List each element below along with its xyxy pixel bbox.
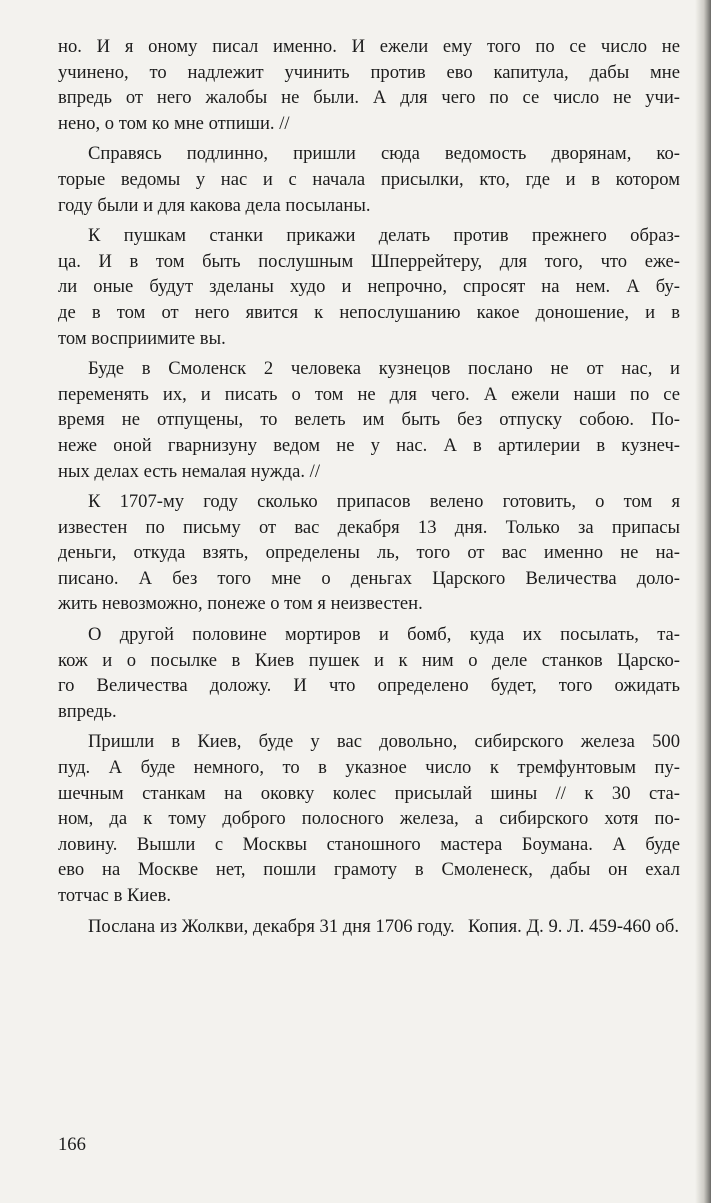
text-line: учинено, то надлежит учинить против ево капитула, дабы мне: [58, 61, 680, 83]
text-line: ли оные будут зделаны худо и непрочно, спросят на нем. А бу-: [58, 276, 680, 298]
text-line: нено, о том ко мне отпиши. //: [58, 112, 290, 134]
page-number: 166: [58, 1134, 86, 1155]
text-line: но. И я оному писал именно. И ежели ему того по се число не: [58, 36, 680, 57]
text-line: пуд. А буде немного, то в указное число к тремфунтовым пу-: [58, 757, 680, 779]
text-line: кож и о посылке в Киев пушек и к ним о деле станков Царско-: [58, 649, 680, 671]
text-line: деньги, откуда взять, определены ль, того от вас именно не на-: [58, 542, 680, 564]
text-line: Справясь подлинно, пришли сюда ведомость дворянам, ко-: [88, 143, 680, 165]
text-line: К пушкам станки прикажи делать против прежнего образ-: [88, 225, 680, 247]
text-line: шечным станкам на оковку колес присылай шины // к 30 ста-: [58, 782, 680, 804]
text-line: ных делах есть немалая нужда. //: [58, 460, 320, 482]
text-line: впредь.: [58, 700, 117, 722]
text-line: Послана из Жолкви, декабря 31 дня 1706 году.: [88, 915, 455, 937]
text-line: время не отпущены, то велеть им быть без отпуску собою. По-: [58, 409, 680, 431]
text-line: жить невозможно, понеже о том я неизвестен.: [58, 593, 423, 615]
text-line: переменять их, и писать о том не для чего. А ежели наши по се: [58, 383, 680, 405]
text-line: О другой половине мортиров и бомб, куда их посылать, та-: [88, 624, 680, 646]
text-line: торые ведомы у нас и с начала присылки, кто, где и в котором: [58, 168, 680, 190]
text-line: де в том от него явится к непослушанию какое доношение, и в: [58, 301, 680, 323]
text-line: Пришли в Киев, буде у вас довольно, сибирского железа 500: [88, 731, 680, 753]
text-line: том восприимите вы.: [58, 327, 226, 349]
text-line: ловину. Вышли с Москвы станошного мастера Боумана. А буде: [58, 833, 680, 855]
paragraph: [58, 34, 680, 136]
paragraph: [58, 356, 680, 484]
paragraph: [58, 622, 680, 724]
text-line: известен по письму от вас декабря 13 дня. Только за припасы: [58, 516, 680, 538]
text-line: К 1707-му году сколько припасов велено готовить, о том я: [88, 491, 680, 513]
text-line: Буде в Смоленск 2 человека кузнецов послано не от нас, и: [88, 358, 680, 380]
paragraph: [58, 141, 680, 218]
text-line: ца. И в том быть послушным Шперрейтеру, для того, что еже-: [58, 250, 680, 272]
archival-source-note: Копия. Д. 9. Л. 459-460 об.: [467, 916, 679, 937]
text-line: го Величества доложу. И что определено будет, того ожидать: [58, 675, 680, 697]
text-line: году были и для какова дела посыланы.: [58, 194, 371, 216]
text-line: тотчас в Киев.: [58, 885, 172, 906]
text-line: писано. А без того мне о деньгах Царского Величества доло-: [58, 567, 680, 589]
page-edge-shadow: [695, 0, 711, 1203]
paragraph: [58, 729, 680, 908]
text-line: неже оной гварнизуну ведом не у нас. А в артилерии в кузнеч-: [58, 434, 680, 456]
text-line: ном, да к тому доброго полосного железа, а сибирского хотя по-: [58, 808, 680, 830]
text-line: впредь от него жалобы не были. А для чего по се число не учи-: [58, 87, 680, 109]
paragraph: [58, 223, 680, 351]
text-line: ево на Москве нет, пошли грамоту в Смоленеск, дабы он ехал: [58, 859, 680, 881]
letter-text: [58, 34, 680, 939]
paragraph: [58, 489, 680, 617]
